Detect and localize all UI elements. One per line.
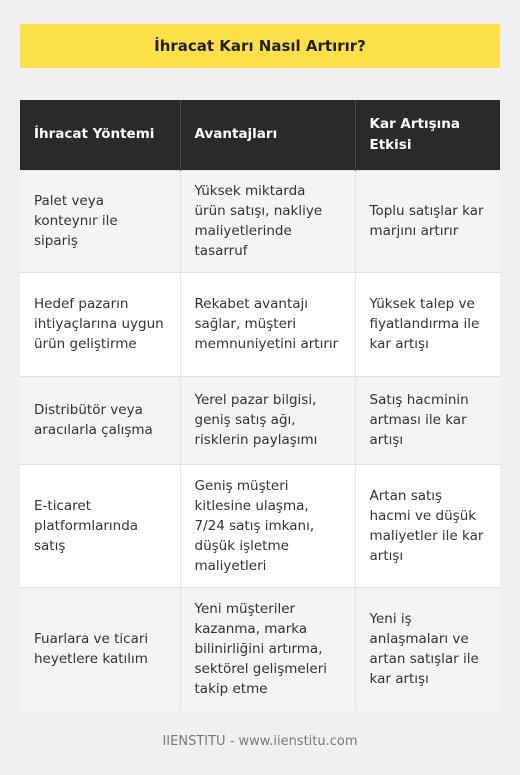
- effect-cell: Yüksek talep ve fiyatlandırma ile kar artışı: [355, 272, 500, 376]
- advantages-cell: Geniş müşteri kitlesine ulaşma, 7/24 satış imkanı, düşük işletme maliyetleri: [180, 464, 355, 587]
- table-header: [20, 100, 500, 170]
- table-row: [20, 376, 500, 464]
- title-banner: [20, 24, 500, 68]
- advantages-cell: Yeni müşteriler kazanma, marka bilinirliğini artırma, sektörel gelişmeleri takip etme: [180, 587, 355, 711]
- method-cell: Fuarlara ve ticari heyetlere katılım: [20, 587, 180, 711]
- method-cell: E-ticaret platformlarında satış: [20, 464, 180, 587]
- header-advantages: Avantajları: [180, 100, 355, 170]
- comparison-table-container: [20, 100, 500, 711]
- header-method: İhracat Yöntemi: [20, 100, 180, 170]
- method-cell: Distribütör veya aracılarla çalışma: [20, 376, 180, 464]
- table-body: [20, 170, 500, 711]
- effect-cell: Artan satış hacmi ve düşük maliyetler ile kar artışı: [355, 464, 500, 587]
- table-row: [20, 464, 500, 587]
- footer-credit: IIENSTITU - www.iienstitu.com: [162, 734, 358, 749]
- header-row: [20, 100, 500, 170]
- advantages-cell: Yerel pazar bilgisi, geniş satış ağı, risklerin paylaşımı: [180, 376, 355, 464]
- advantages-cell: Rekabet avantajı sağlar, müşteri memnuniyetini artırır: [180, 272, 355, 376]
- comparison-table: [20, 100, 500, 711]
- table-row: [20, 272, 500, 376]
- effect-cell: Satış hacminin artması ile kar artışı: [355, 376, 500, 464]
- method-cell: Palet veya konteynır ile sipariş: [20, 170, 180, 272]
- effect-cell: Toplu satışlar kar marjını artırır: [355, 170, 500, 272]
- table-row: [20, 170, 500, 272]
- advantages-cell: Yüksek miktarda ürün satışı, nakliye maliyetlerinde tasarruf: [180, 170, 355, 272]
- effect-cell: Yeni iş anlaşmaları ve artan satışlar ile kar artışı: [355, 587, 500, 711]
- table-row: [20, 587, 500, 711]
- page-title: İhracat Karı Nasıl Artırır?: [154, 37, 366, 55]
- method-cell: Hedef pazarın ihtiyaçlarına uygun ürün geliştirme: [20, 272, 180, 376]
- header-effect: Kar Artışına Etkisi: [355, 100, 500, 170]
